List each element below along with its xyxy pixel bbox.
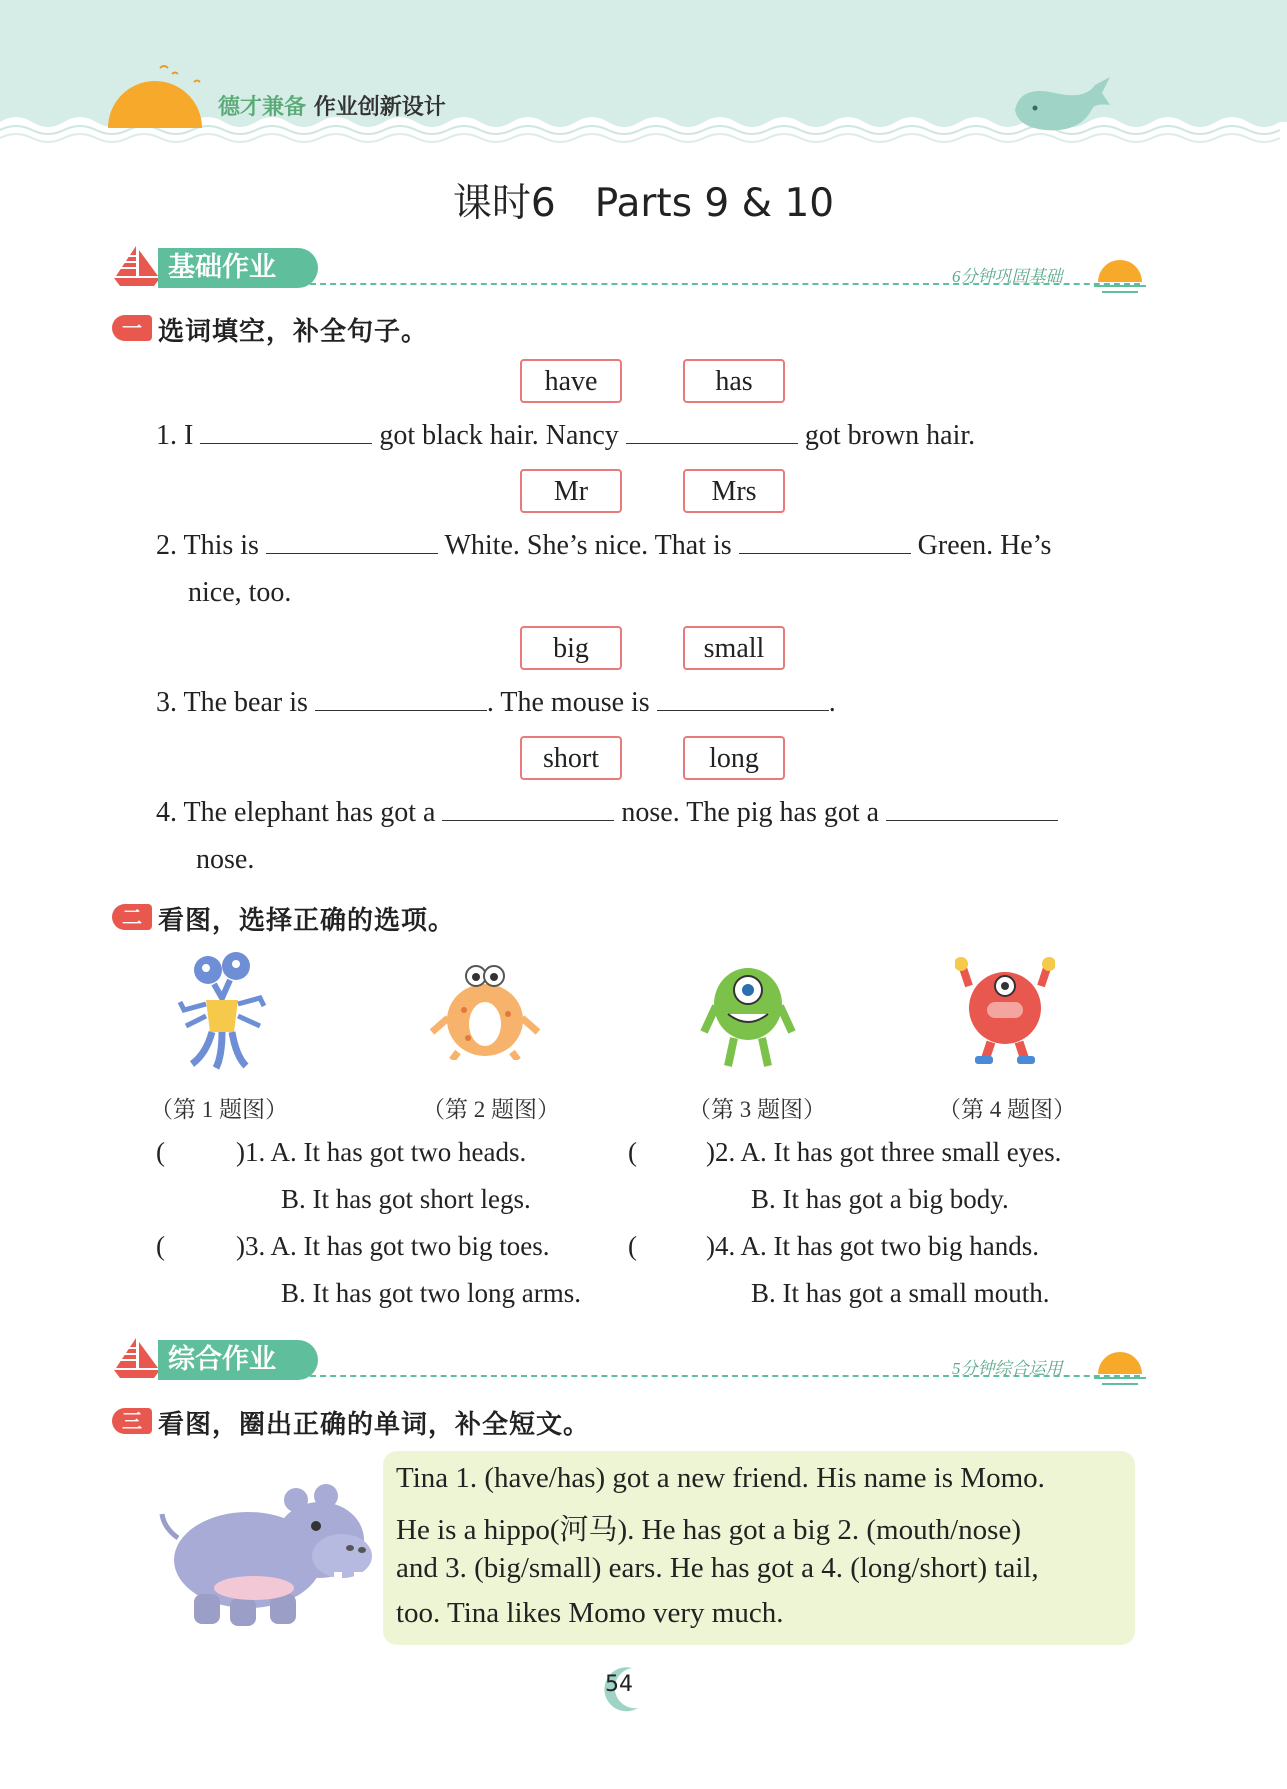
word-box: short <box>520 736 622 780</box>
hippo-illustration <box>158 1478 378 1630</box>
answer-paren[interactable]: ( <box>628 1137 637 1167</box>
word-box: has <box>683 359 785 403</box>
story-line: too. Tina likes Momo very much. <box>396 1597 784 1629</box>
monster-red-illustration <box>955 956 1055 1066</box>
option-a: )1. A. It has got two heads. <box>236 1137 527 1167</box>
section-tag-comprehensive: 综合作业 <box>158 1340 318 1380</box>
page-number: 54 <box>605 1672 633 1697</box>
word-box: Mr <box>520 469 622 513</box>
figure-caption: （第 2 题图） <box>422 1097 560 1122</box>
sentence-text: 1. I <box>156 420 194 451</box>
answer-blank[interactable] <box>315 709 487 711</box>
monster-green-illustration <box>700 956 796 1070</box>
answer-paren[interactable]: ( <box>628 1231 637 1261</box>
sailboat-icon <box>112 244 162 288</box>
sunset-icon <box>1092 1344 1148 1390</box>
story-line: He is a hippo(河马). He has got a big 2. (mouth/nose) <box>396 1514 1022 1546</box>
story-line: and 3. (big/small) ears. He has got a 4. (long/short) tail, <box>396 1552 1039 1584</box>
monster-two-heads-illustration <box>176 948 268 1074</box>
question-number-1: 一 <box>112 315 152 341</box>
sun-icon <box>100 60 210 130</box>
section-time-note: 6分钟巩固基础 <box>952 267 1063 286</box>
answer-paren[interactable]: ( <box>156 1137 165 1167</box>
question-instruction-3: 看图，圈出正确的单词，补全短文。 <box>158 1410 591 1440</box>
sentence-text: nose. The pig has got a <box>621 797 880 828</box>
sentence-3 <box>156 687 836 719</box>
word-box: have <box>520 359 622 403</box>
option-a: )2. A. It has got three small eyes. <box>706 1137 1062 1167</box>
sentence-text: got brown hair. <box>804 420 976 451</box>
word-box: big <box>520 626 622 670</box>
answer-paren[interactable]: ( <box>156 1231 165 1261</box>
brand-title <box>218 90 446 121</box>
question-instruction-1: 选词填空，补全句子。 <box>158 317 429 347</box>
word-box: long <box>683 736 785 780</box>
option-a: )3. A. It has got two big toes. <box>236 1231 550 1261</box>
sailboat-icon <box>112 1336 162 1380</box>
answer-blank[interactable] <box>626 442 798 444</box>
section-tag-basic: 基础作业 <box>158 248 318 288</box>
sentence-text: nose. <box>196 844 255 875</box>
sentence-text: 2. This is <box>156 530 259 561</box>
figure-caption: （第 4 题图） <box>938 1097 1076 1122</box>
word-box: Mrs <box>683 469 785 513</box>
brand-green-text: 德才兼备 <box>218 95 307 120</box>
sentence-text: White. She’s nice. That is <box>444 530 732 561</box>
answer-blank[interactable] <box>657 709 829 711</box>
answer-blank[interactable] <box>200 442 372 444</box>
option-b: B. It has got a big body. <box>751 1184 1009 1214</box>
sentence-4 <box>156 797 1058 829</box>
sentence-text: 3. The bear is <box>156 687 308 718</box>
brand-dark-text: 作业创新设计 <box>313 95 446 120</box>
option-b: B. It has got short legs. <box>281 1184 531 1214</box>
whale-icon <box>1010 75 1115 135</box>
page-title: 课时6 Parts 9 & 10 <box>452 181 835 226</box>
sentence-text: got black hair. Nancy <box>379 420 619 451</box>
option-b: B. It has got two long arms. <box>281 1278 581 1308</box>
sentence-text: Green. He’s <box>917 530 1052 561</box>
figure-caption: （第 3 题图） <box>688 1097 826 1122</box>
sentence-2 <box>156 530 1051 562</box>
sunset-icon <box>1092 252 1148 298</box>
story-line: Tina 1. (have/has) got a new friend. His name is Momo. <box>396 1462 1045 1494</box>
question-instruction-2: 看图，选择正确的选项。 <box>158 906 456 936</box>
sentence-1 <box>156 420 975 452</box>
option-a: )4. A. It has got two big hands. <box>706 1231 1039 1261</box>
section-time-note: 5分钟综合运用 <box>952 1359 1063 1378</box>
word-box: small <box>683 626 785 670</box>
question-number-2: 二 <box>112 904 152 930</box>
sentence-text: . The mouse is <box>486 687 650 718</box>
answer-blank[interactable] <box>442 819 614 821</box>
option-b: B. It has got a small mouth. <box>751 1278 1050 1308</box>
monster-orange-illustration <box>428 962 542 1060</box>
answer-blank[interactable] <box>739 552 911 554</box>
question-number-3: 三 <box>112 1408 152 1434</box>
answer-blank[interactable] <box>886 819 1058 821</box>
figure-caption: （第 1 题图） <box>150 1097 288 1122</box>
answer-blank[interactable] <box>266 552 438 554</box>
sentence-text: 4. The elephant has got a <box>156 797 436 828</box>
sentence-text: nice, too. <box>188 577 292 608</box>
sentence-text: . <box>828 687 836 718</box>
